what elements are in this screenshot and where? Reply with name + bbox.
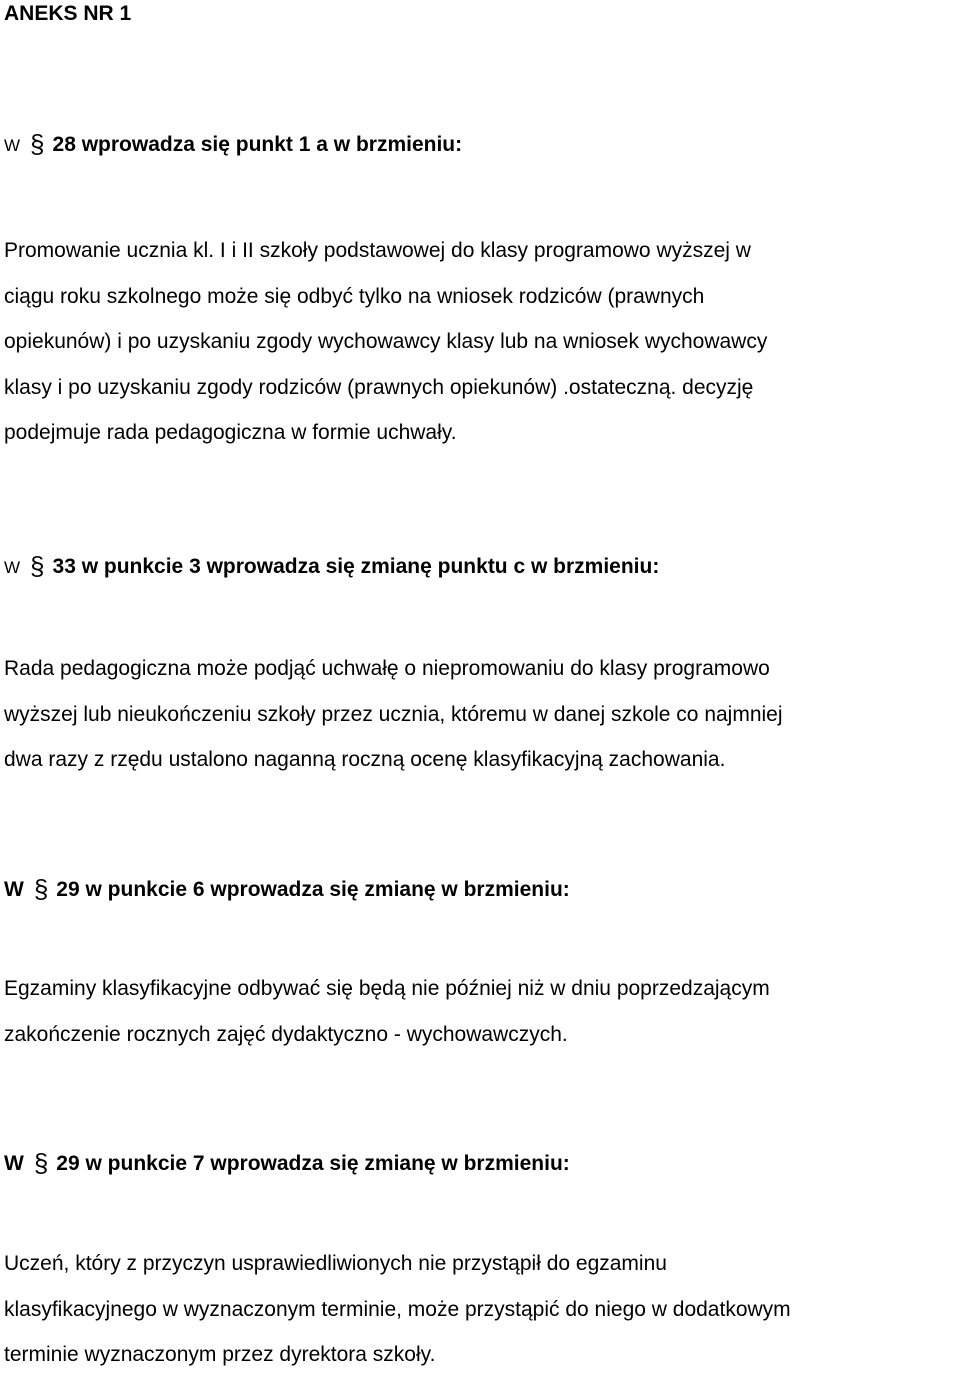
- document-title: ANEKS NR 1: [4, 2, 132, 25]
- paragraph-line: ciągu roku szkolnego może się odbyć tylko na wniosek rodziców (prawnych: [4, 284, 705, 308]
- section-heading-1: [4, 129, 462, 161]
- section-symbol: §: [33, 874, 49, 904]
- section-heading-text: 29 w punkcie 7 wprowadza się zmianę w brzmieniu:: [56, 1152, 570, 1175]
- section-paragraph-4: [4, 1241, 960, 1378]
- paragraph-line: Promowanie ucznia kl. I i II szkoły podstawowej do klasy programowo wyższej w: [4, 239, 751, 262]
- section-heading-text: 28 wprowadza się punkt 1 a w brzmieniu:: [52, 133, 463, 156]
- section-prefix: W: [4, 1152, 24, 1175]
- paragraph-line: zakończenie rocznych zajęć dydaktyczno - wychowawczych.: [4, 1022, 568, 1046]
- section-prefix: W: [4, 558, 21, 577]
- paragraph-line: Uczeń, który z przyczyn usprawiedliwionych nie przystąpił do egzaminu: [4, 1252, 667, 1275]
- section-symbol: §: [30, 551, 45, 581]
- section-prefix: W: [4, 136, 21, 155]
- section-paragraph-2: [4, 646, 960, 783]
- section-heading-4: [4, 1148, 570, 1179]
- section-prefix: W: [4, 878, 24, 901]
- section-symbol: §: [30, 129, 45, 159]
- paragraph-line: klasyfikacyjnego w wyznaczonym terminie, może przystąpić do niego w dodatkowym: [4, 1297, 791, 1321]
- section-heading-text: 33 w punkcie 3 wprowadza się zmianę punktu c w brzmieniu:: [52, 555, 660, 578]
- paragraph-line: klasy i po uzyskaniu zgody rodziców (prawnych opiekunów) .ostateczną. decyzję: [4, 375, 754, 399]
- paragraph-line: Rada pedagogiczna może podjąć uchwałę o niepromowaniu do klasy programowo: [4, 657, 770, 680]
- paragraph-line: wyższej lub nieukończeniu szkoły przez ucznia, któremu w danej szkole co najmniej: [4, 702, 783, 726]
- section-heading-text: 29 w punkcie 6 wprowadza się zmianę w brzmieniu:: [56, 878, 570, 901]
- section-heading-3: [4, 874, 570, 905]
- paragraph-line: opiekunów) i po uzyskaniu zgody wychowawcy klasy lub na wniosek wychowawcy: [4, 330, 768, 353]
- paragraph-line: Egzaminy klasyfikacyjne odbywać się będą nie później niż w dniu poprzedzającym: [4, 977, 770, 1000]
- paragraph-line: podejmuje rada pedagogiczna w formie uchwały.: [4, 421, 457, 444]
- paragraph-line: terminie wyznaczonym przez dyrektora szkoły.: [4, 1343, 436, 1366]
- section-symbol: §: [33, 1148, 49, 1178]
- paragraph-line: dwa razy z rzędu ustalono naganną roczną ocenę klasyfikacyjną zachowania.: [4, 748, 726, 771]
- section-paragraph-3: [4, 966, 960, 1057]
- section-heading-2: [4, 551, 659, 583]
- section-paragraph-1: [4, 228, 960, 456]
